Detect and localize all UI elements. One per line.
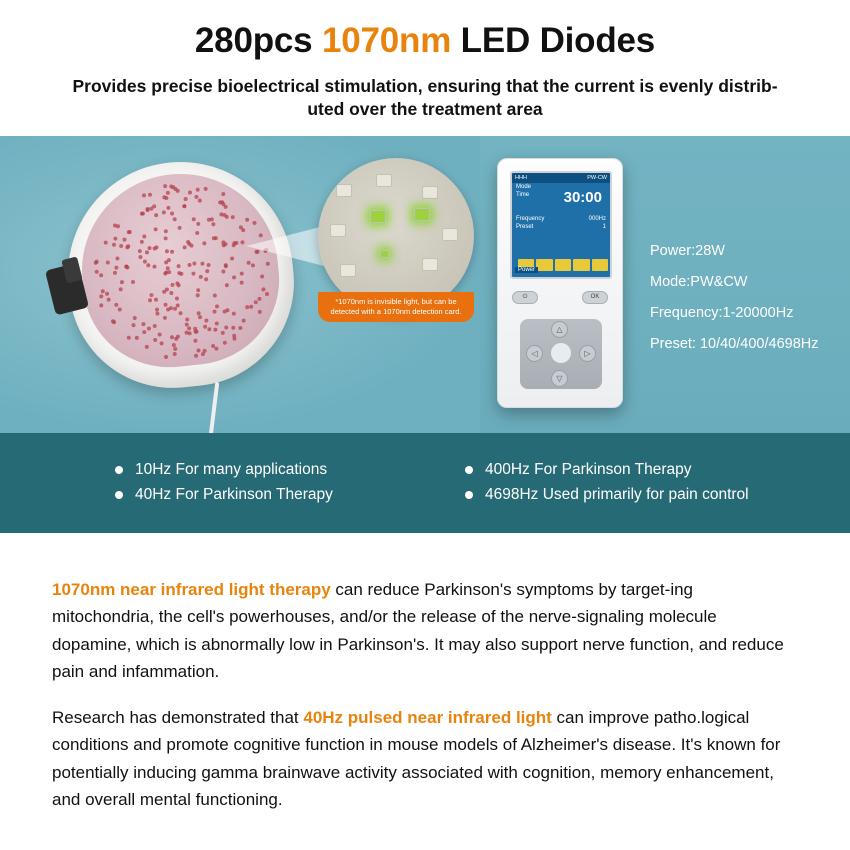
frequency-column-right — [425, 454, 820, 511]
screen-label-frequency: Frequency — [516, 215, 545, 222]
frequency-item — [115, 461, 425, 479]
screen-label-mode: Mode — [516, 183, 532, 190]
helmet-photo — [48, 154, 348, 424]
screen-frequency-value: 000Hz — [588, 215, 606, 222]
paragraph-2-text: can improve patho.logical conditions and promote cognitive function in mouse models of Alzheimer's disease. It's known for potentially inducing gamma brainwave activity associated with cognition, memory enhancement, and overall mental functioning. — [52, 707, 781, 810]
led-off — [340, 264, 356, 277]
helmet-interior — [73, 164, 288, 375]
led-off — [376, 174, 392, 187]
screen-power-label: Power — [515, 267, 538, 273]
frequency-label: 40Hz For Parkinson Therapy — [135, 486, 333, 504]
dpad-down-button[interactable]: ▽ — [551, 370, 568, 387]
title-highlight: 1070nm — [321, 21, 452, 60]
paragraph-1 — [52, 576, 798, 686]
bullet-icon — [465, 466, 473, 474]
paragraph-1-text: can reduce Parkinson's symptoms by target-ing mitochondria, the cell's powerhouses, and/or the release of the nerve-signaling molecule dopamine, which is abnormally low in Parkinson's. It may also support nerve function, and reduce pain and infammation. — [52, 579, 784, 682]
screen-row-frequency — [512, 215, 610, 223]
spec-power: Power:28W — [650, 242, 725, 259]
paragraph-2 — [52, 704, 798, 814]
dpad-up-button[interactable]: △ — [551, 321, 568, 338]
frequency-item — [465, 461, 820, 479]
body-copy — [0, 533, 850, 814]
led-off — [422, 186, 438, 199]
led-off — [442, 228, 458, 241]
zoom-note: *1070nm is invisible light, but can be detected with a 1070nm detection card. — [318, 292, 474, 322]
ok-button[interactable]: OK — [582, 291, 608, 304]
frequency-label: 4698Hz Used primarily for pain control — [485, 486, 749, 504]
led-closeup-circle — [318, 158, 474, 314]
led-on — [380, 250, 389, 258]
power-button[interactable]: ⏻ — [512, 291, 538, 304]
bullet-icon — [115, 491, 123, 499]
led-on — [414, 208, 430, 221]
paragraph-2-start: Research has demonstrated that — [52, 707, 304, 727]
screen-row-preset — [512, 223, 610, 231]
screen-label-time: Time — [516, 191, 530, 198]
dpad-left-button[interactable]: ◁ — [526, 345, 543, 362]
bullet-icon — [115, 466, 123, 474]
frequency-label: 400Hz For Parkinson Therapy — [485, 461, 692, 479]
hero-image-band — [0, 136, 850, 433]
paragraph-2-highlight: 40Hz pulsed near infrared light — [303, 707, 552, 727]
screen-time-value: 30:00 — [563, 188, 602, 206]
zoom-beam — [246, 226, 324, 266]
spec-preset: Preset: 10/40/400/4698Hz — [650, 336, 819, 353]
dpad-right-button[interactable]: ▷ — [579, 345, 596, 362]
frequency-item — [115, 486, 425, 504]
dpad[interactable] — [520, 319, 602, 389]
screen-mode-badge: PW-CW — [587, 174, 607, 181]
led-off — [336, 184, 352, 197]
dpad-center-button[interactable] — [551, 343, 571, 363]
frequency-item — [465, 486, 820, 504]
led-on — [370, 210, 386, 223]
frequency-column-left — [30, 454, 425, 511]
screen-preset-value: 1 — [602, 223, 606, 230]
header — [0, 0, 850, 122]
screen-label-preset: Preset — [516, 223, 534, 230]
title-part-2: LED Diodes — [451, 21, 656, 60]
led-dot-field — [73, 164, 288, 375]
device-screen — [510, 171, 612, 279]
led-off — [330, 224, 346, 237]
spec-mode: Mode:PW&CW — [650, 273, 748, 290]
screen-status-bar — [512, 173, 610, 183]
bullet-icon — [465, 491, 473, 499]
title-part-1: 280pcs — [194, 21, 322, 60]
frequency-bar — [0, 433, 850, 533]
page-subtitle: Provides precise bioelectrical stimulation, ensuring that the current is evenly distrib-uted over the treatment area — [72, 75, 778, 120]
page-title — [0, 22, 850, 61]
frequency-label: 10Hz For many applications — [135, 461, 328, 479]
led-off — [422, 258, 438, 271]
spec-list — [650, 236, 850, 361]
paragraph-1-lead: 1070nm near infrared light therapy — [52, 579, 331, 599]
controller-device — [497, 158, 623, 408]
screen-brand: HHH — [515, 174, 527, 181]
spec-frequency: Frequency:1-20000Hz — [650, 305, 794, 322]
